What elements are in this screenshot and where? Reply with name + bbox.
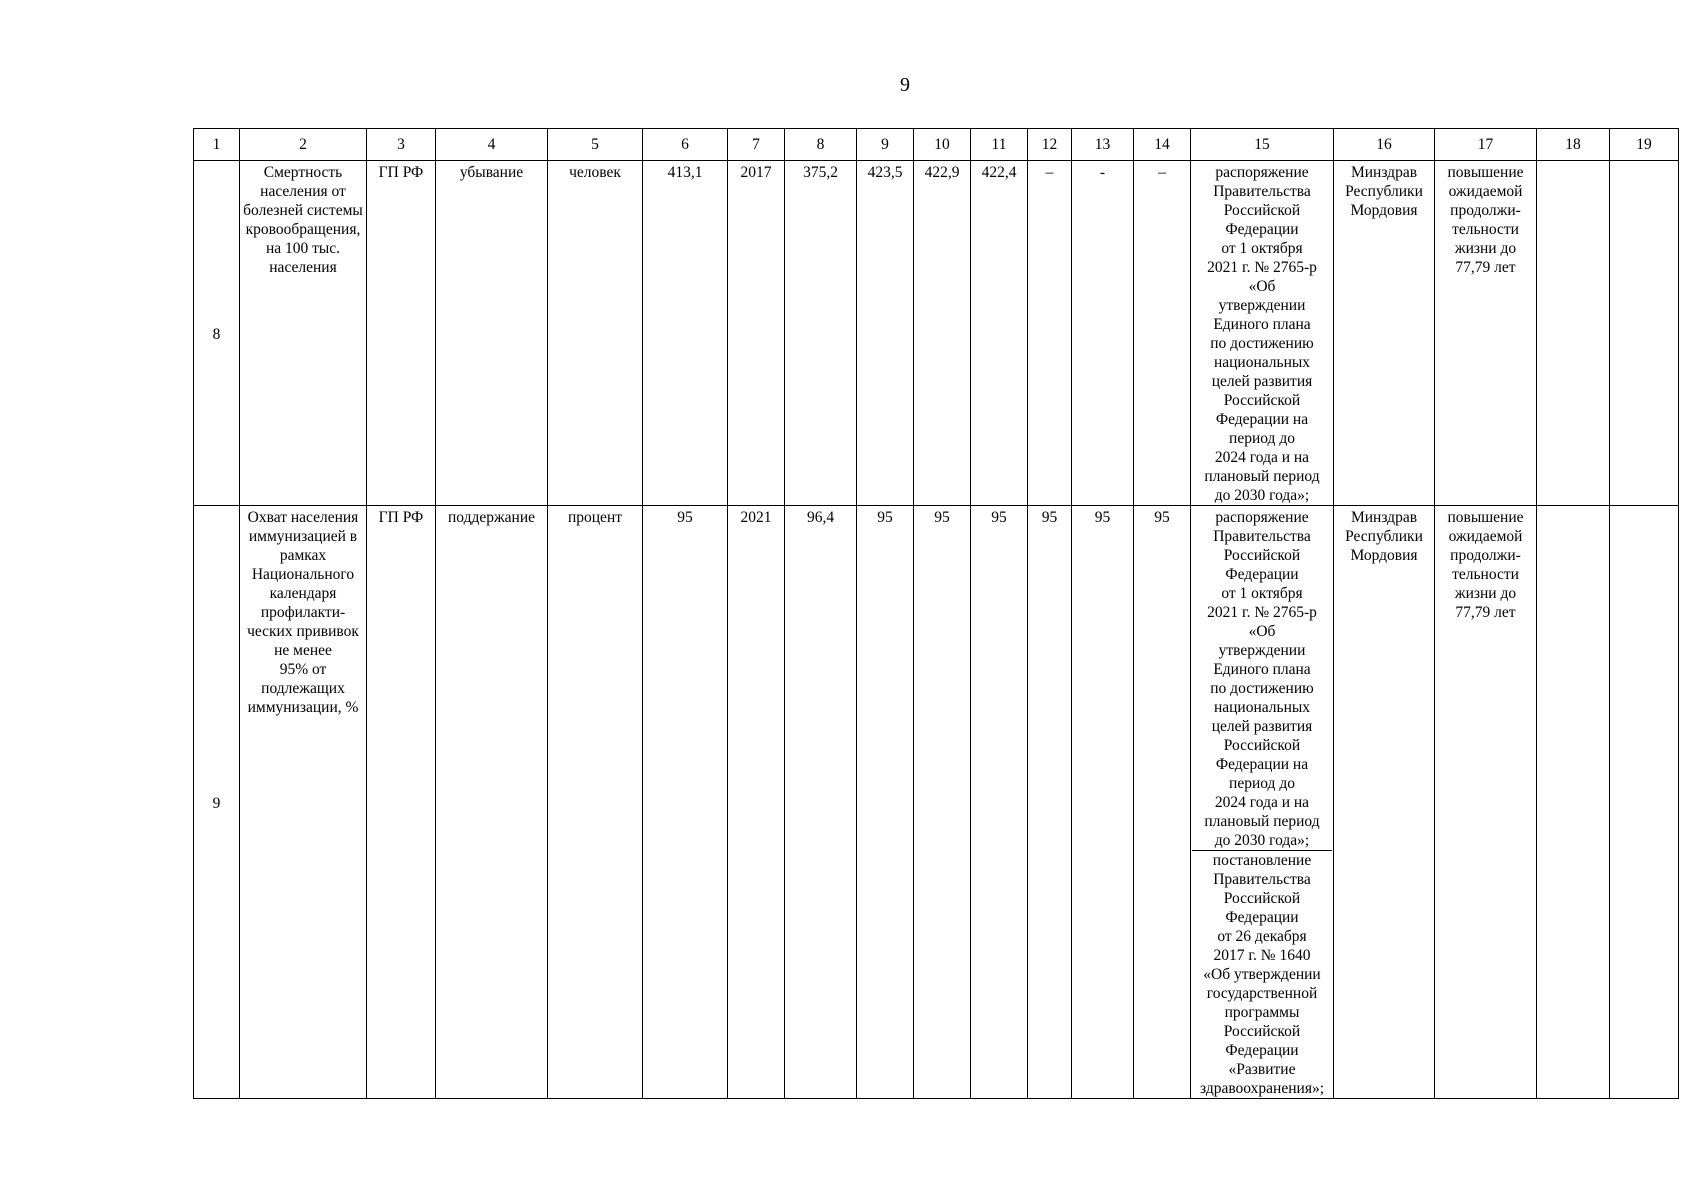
- cell-text-line: на 100 тыс.: [265, 240, 341, 257]
- document-text-line: Федерации на: [1215, 411, 1309, 428]
- value-col-9: 95: [857, 506, 914, 1099]
- goal-cell: [1435, 161, 1537, 506]
- cell-text-line: Мордовия: [1350, 547, 1418, 564]
- document-text-line: «Об: [1248, 623, 1276, 640]
- header-cell: 17: [1435, 129, 1537, 161]
- base-year-cell: 2017: [728, 161, 785, 506]
- header-cell: 4: [436, 129, 548, 161]
- document-text-line: Федерации: [1225, 566, 1299, 583]
- header-cell: 15: [1191, 129, 1334, 161]
- value-col-13: -: [1072, 161, 1134, 506]
- cell-text-line: 95% от: [279, 661, 327, 678]
- document-text-line: от 1 октября: [1221, 240, 1303, 257]
- value-col-14: –: [1134, 161, 1191, 506]
- document-text-line: Федерации на: [1215, 756, 1309, 773]
- value-col-10: 95: [914, 506, 971, 1099]
- header-cell: 10: [914, 129, 971, 161]
- empty-cell-19: [1610, 506, 1679, 1099]
- value-col-12: 95: [1028, 506, 1072, 1099]
- document-text-line: Правительства: [1213, 528, 1311, 545]
- document-text-line: по достижению: [1210, 680, 1314, 697]
- unit-cell: человек: [548, 161, 643, 506]
- document-text-line: Единого плана: [1213, 661, 1311, 678]
- cell-text-line: 77,79 лет: [1455, 259, 1516, 276]
- program-cell: ГП РФ: [367, 161, 436, 506]
- document-text-line: постановление: [1212, 852, 1312, 869]
- document-text-line: Федерации: [1225, 909, 1299, 926]
- cell-text-line: Минздрав: [1350, 509, 1418, 526]
- header-cell: 2: [240, 129, 367, 161]
- responsible-cell: [1334, 506, 1435, 1099]
- cell-text-line: ожидаемой: [1448, 183, 1523, 200]
- responsible-cell: [1334, 161, 1435, 506]
- header-cell: 5: [548, 129, 643, 161]
- document-text-line: «Развитие: [1228, 1061, 1296, 1078]
- document-text-line: национальных: [1213, 699, 1311, 716]
- value-col-11: 95: [971, 506, 1028, 1099]
- cell-text-line: тельности: [1452, 221, 1519, 238]
- value-col-13: 95: [1072, 506, 1134, 1099]
- header-cell: 6: [643, 129, 728, 161]
- document-text-line: распоряжение: [1215, 509, 1309, 526]
- value-col-8: 375,2: [785, 161, 857, 506]
- cell-text-line: жизни до: [1454, 585, 1517, 602]
- header-cell: 9: [857, 129, 914, 161]
- empty-cell-18: [1537, 161, 1610, 506]
- value-col-8: 96,4: [785, 506, 857, 1099]
- header-cell: 8: [785, 129, 857, 161]
- header-cell: 1: [194, 129, 240, 161]
- document-text-line: 2021 г. № 2765-р: [1207, 604, 1317, 621]
- cell-text-line: населения от: [260, 183, 346, 200]
- documents-cell: [1191, 161, 1334, 506]
- document-text-line: 2021 г. № 2765-р: [1207, 259, 1317, 276]
- document-text-line: Российской: [1223, 890, 1301, 907]
- cell-text-line: иммунизацией в: [248, 528, 358, 545]
- cell-text-line: Минздрав: [1350, 164, 1418, 181]
- document-text-line: по достижению: [1210, 335, 1314, 352]
- cell-text-line: подлежащих: [261, 680, 345, 697]
- unit-cell: процент: [548, 506, 643, 1099]
- value-col-11: 422,4: [971, 161, 1028, 506]
- empty-cell-18: [1537, 506, 1610, 1099]
- value-col-14: 95: [1134, 506, 1191, 1099]
- document-text-line: Федерации: [1225, 1042, 1299, 1059]
- cell-text-line: 77,79 лет: [1455, 604, 1516, 621]
- value-col-10: 422,9: [914, 161, 971, 506]
- document-text-line: Российской: [1223, 202, 1301, 219]
- cell-text-line: профилакти-: [260, 604, 346, 621]
- document-text-line: до 2030 года»;: [1214, 832, 1310, 849]
- document-text-line: до 2030 года»;: [1214, 487, 1310, 504]
- base-value-cell: 95: [643, 506, 728, 1099]
- header-cell: 19: [1610, 129, 1679, 161]
- document-reference: [1192, 508, 1332, 851]
- goal-cell: [1435, 506, 1537, 1099]
- indicator-name: [240, 161, 367, 506]
- document-text-line: распоряжение: [1215, 164, 1309, 181]
- table-row: [194, 506, 1679, 1099]
- cell-text-line: Мордовия: [1350, 202, 1418, 219]
- cell-text-line: ожидаемой: [1448, 528, 1523, 545]
- cell-text-line: Республики: [1345, 183, 1423, 200]
- document-text-line: плановый период: [1204, 468, 1320, 485]
- document-text-line: Федерации: [1225, 221, 1299, 238]
- document-reference: [1192, 851, 1332, 1098]
- document-text-line: от 1 октября: [1221, 585, 1303, 602]
- documents-cell: [1191, 506, 1334, 1099]
- document-text-line: Правительства: [1213, 871, 1311, 888]
- header-cell: 13: [1072, 129, 1134, 161]
- document-text-line: 2024 года и на: [1214, 449, 1310, 466]
- cell-text-line: жизни до: [1454, 240, 1517, 257]
- base-year-cell: 2021: [728, 506, 785, 1099]
- header-cell: 7: [728, 129, 785, 161]
- header-cell: 14: [1134, 129, 1191, 161]
- header-cell: 3: [367, 129, 436, 161]
- value-col-9: 423,5: [857, 161, 914, 506]
- document-text-line: целей развития: [1211, 373, 1313, 390]
- document-text-line: утверждении: [1218, 297, 1306, 314]
- document-text-line: от 26 декабря: [1217, 928, 1307, 945]
- cell-text-line: кровообращения,: [245, 221, 361, 238]
- cell-text-line: болезней системы: [243, 202, 363, 219]
- program-cell: ГП РФ: [367, 506, 436, 1099]
- base-value-cell: 413,1: [643, 161, 728, 506]
- cell-text-line: повышение: [1447, 509, 1524, 526]
- table-header-row: [194, 129, 1679, 161]
- indicator-name: [240, 506, 367, 1099]
- header-cell: 12: [1028, 129, 1072, 161]
- trend-cell: убывание: [436, 161, 548, 506]
- document-text-line: 2024 года и на: [1214, 794, 1310, 811]
- document-text-line: национальных: [1213, 354, 1311, 371]
- row-number: 8: [194, 161, 240, 506]
- cell-text-line: Охват населения: [247, 509, 359, 526]
- cell-text-line: календаря: [269, 585, 337, 602]
- document-text-line: государственной: [1206, 985, 1318, 1002]
- document-text-line: Российской: [1223, 392, 1301, 409]
- value-col-12: –: [1028, 161, 1072, 506]
- cell-text-line: повышение: [1447, 164, 1524, 181]
- document-reference: [1192, 163, 1332, 505]
- trend-cell: поддержание: [436, 506, 548, 1099]
- empty-cell-19: [1610, 161, 1679, 506]
- cell-text-line: рамках: [279, 547, 327, 564]
- cell-text-line: ческих прививок: [247, 623, 359, 640]
- document-text-line: «Об утверждении: [1203, 966, 1321, 983]
- table-row: [194, 161, 1679, 506]
- header-cell: 11: [971, 129, 1028, 161]
- cell-text-line: не менее: [274, 642, 332, 659]
- cell-text-line: продолжи-: [1450, 202, 1521, 219]
- document-text-line: Российской: [1223, 737, 1301, 754]
- cell-text-line: иммунизации, %: [247, 699, 359, 716]
- document-text-line: Российской: [1223, 1023, 1301, 1040]
- cell-text-line: Смертность: [263, 164, 343, 181]
- cell-text-line: населения: [269, 259, 337, 276]
- header-cell: 16: [1334, 129, 1435, 161]
- document-text-line: утверждении: [1218, 642, 1306, 659]
- document-text-line: целей развития: [1211, 718, 1313, 735]
- cell-text-line: продолжи-: [1450, 547, 1521, 564]
- cell-text-line: тельности: [1452, 566, 1519, 583]
- page-number: 9: [900, 74, 910, 96]
- header-cell: 18: [1537, 129, 1610, 161]
- document-text-line: «Об: [1248, 278, 1276, 295]
- cell-text-line: Национального: [251, 566, 355, 583]
- document-text-line: Единого плана: [1213, 316, 1311, 333]
- row-number: 9: [194, 506, 240, 1099]
- document-text-line: плановый период: [1204, 813, 1320, 830]
- document-text-line: 2017 г. № 1640: [1213, 947, 1311, 964]
- document-text-line: программы: [1224, 1004, 1300, 1021]
- document-text-line: здравоохранения»;: [1199, 1080, 1324, 1097]
- document-text-line: период до: [1229, 775, 1295, 792]
- cell-text-line: Республики: [1345, 528, 1423, 545]
- document-text-line: Правительства: [1213, 183, 1311, 200]
- document-text-line: период до: [1229, 430, 1295, 447]
- document-text-line: Российской: [1223, 547, 1301, 564]
- indicators-table: [193, 128, 1679, 1099]
